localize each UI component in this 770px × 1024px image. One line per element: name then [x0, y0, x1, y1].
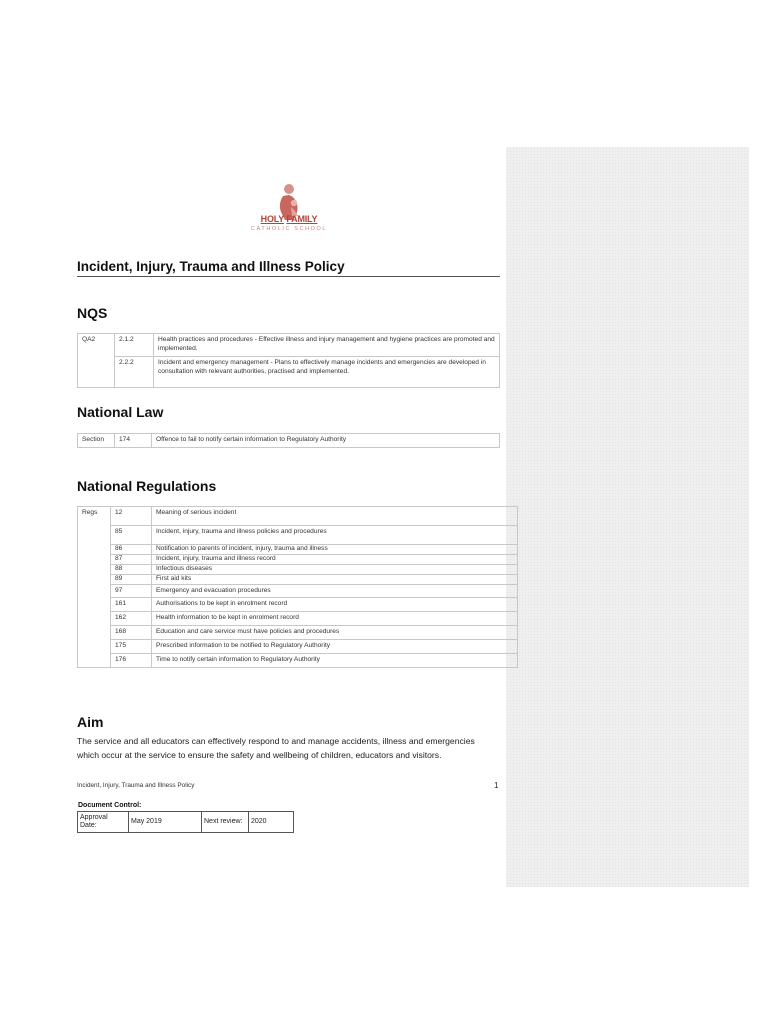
- table-row: [78, 545, 518, 555]
- regs-desc-cell: Education and care service must have policies and procedures: [152, 626, 518, 640]
- nqs-area-cell: QA2: [78, 334, 115, 388]
- page-footer: Incident, Injury, Trauma and Illness Policy: [77, 782, 195, 789]
- nqs-code-cell: 2.2.2: [115, 356, 154, 387]
- table-row: [78, 334, 500, 357]
- regs-code-cell: 162: [111, 612, 152, 626]
- document-title: Incident, Injury, Trauma and Illness Policy: [77, 259, 500, 277]
- page-number: 1: [494, 781, 499, 790]
- table-row: [78, 564, 518, 574]
- regs-desc-cell: Incident, injury, trauma and illness record: [152, 554, 518, 564]
- law-code-cell: 174: [115, 434, 152, 448]
- document-control-table: [77, 811, 294, 833]
- table-row: [78, 640, 518, 654]
- regs-table: [77, 506, 518, 668]
- regs-code-cell: 12: [111, 507, 152, 526]
- logo-subtitle: CATHOLIC SCHOOL: [250, 226, 328, 232]
- table-row: [78, 574, 518, 584]
- regs-label-cell: Regs: [78, 507, 111, 668]
- table-row: [78, 507, 518, 526]
- aim-heading: Aim: [77, 714, 104, 730]
- regs-heading: National Regulations: [77, 478, 217, 494]
- table-row: [78, 812, 294, 833]
- nqs-desc-cell: Incident and emergency management - Plans to effectively manage incidents and emergencies are developed in consultation with relevant authorities, practised and implemented.: [154, 356, 500, 387]
- table-row: [78, 554, 518, 564]
- regs-code-cell: 176: [111, 654, 152, 668]
- nqs-code-cell: 2.1.2: [115, 334, 154, 357]
- regs-desc-cell: Infectious diseases: [152, 564, 518, 574]
- next-review-label: Next review:: [202, 812, 249, 833]
- law-desc-cell: Offence to fail to notify certain information to Regulatory Authority: [152, 434, 500, 448]
- regs-code-cell: 87: [111, 554, 152, 564]
- regs-code-cell: 97: [111, 584, 152, 598]
- regs-desc-cell: Health information to be kept in enrolment record: [152, 612, 518, 626]
- aim-paragraph: The service and all educators can effectively respond to and manage accidents, illness and emergencies which occur at the service to ensure the safety and wellbeing of children, educators and visitors.: [77, 736, 475, 760]
- document-control-label: Document Control:: [78, 802, 142, 809]
- table-row: [78, 654, 518, 668]
- regs-desc-cell: Meaning of serious incident: [152, 507, 518, 526]
- regs-code-cell: 86: [111, 545, 152, 555]
- logo-text: HOLY FAMILY: [260, 214, 318, 224]
- regs-desc-cell: Notification to parents of incident, injury, trauma and illness: [152, 545, 518, 555]
- regs-code-cell: 88: [111, 564, 152, 574]
- regs-code-cell: 175: [111, 640, 152, 654]
- regs-desc-cell: Emergency and evacuation procedures: [152, 584, 518, 598]
- table-row: [78, 434, 500, 448]
- school-logo-icon: [247, 182, 331, 232]
- regs-desc-cell: First aid kits: [152, 574, 518, 584]
- law-table: [77, 433, 500, 448]
- nqs-table: [77, 333, 500, 388]
- table-row: [78, 356, 500, 387]
- approval-date-label: Approval Date:: [78, 812, 129, 833]
- next-review-value: 2020: [249, 812, 294, 833]
- regs-code-cell: 85: [111, 526, 152, 545]
- approval-date-value: May 2019: [129, 812, 202, 833]
- table-row: [78, 598, 518, 612]
- nqs-heading: NQS: [77, 305, 108, 321]
- regs-code-cell: 161: [111, 598, 152, 612]
- regs-desc-cell: Incident, injury, trauma and illness policies and procedures: [152, 526, 518, 545]
- regs-code-cell: 89: [111, 574, 152, 584]
- table-row: [78, 584, 518, 598]
- comment-pane: [506, 147, 749, 887]
- regs-desc-cell: Authorisations to be kept in enrolment record: [152, 598, 518, 612]
- table-row: [78, 626, 518, 640]
- table-row: [78, 526, 518, 545]
- law-label-cell: Section: [78, 434, 115, 448]
- nqs-desc-cell: Health practices and procedures - Effective illness and injury management and hygiene practices are promoted and implemented.: [154, 334, 500, 357]
- table-row: [78, 612, 518, 626]
- regs-code-cell: 168: [111, 626, 152, 640]
- regs-desc-cell: Time to notify certain information to Regulatory Authority: [152, 654, 518, 668]
- regs-desc-cell: Prescribed information to be notified to Regulatory Authority: [152, 640, 518, 654]
- law-heading: National Law: [77, 404, 164, 420]
